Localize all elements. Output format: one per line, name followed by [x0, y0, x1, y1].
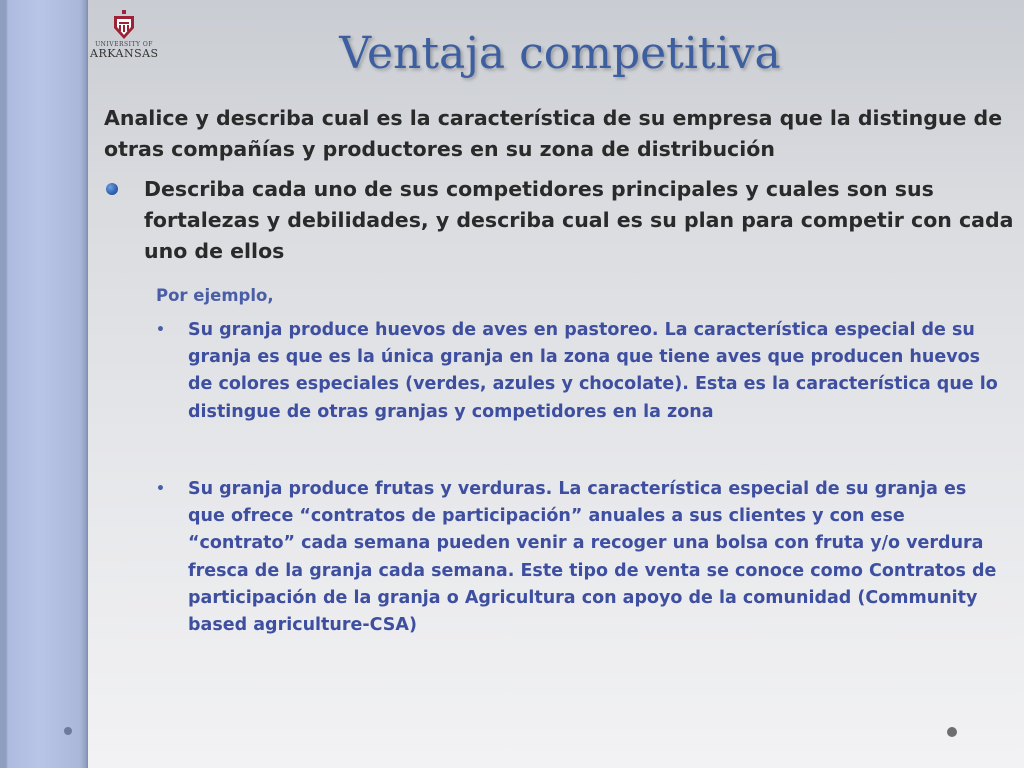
bullet-dot-icon: [106, 183, 118, 195]
example-item: Su granja produce huevos de aves en pastoreo. La característica especial de su granja es que es la única granja en la zona que tiene aves que producen huevos de colores especiales (verdes, azules y chocolate). Esta es la característica que lo distingue de otras granjas y competidores en la zona: [188, 320, 998, 422]
logo-university-name: ARKANSAS: [90, 47, 159, 60]
example-label: Por ejemplo,: [156, 286, 274, 305]
logo-university-line: UNIVERSITY OF: [95, 41, 153, 48]
intro-text: Analice y describa cual es la característica de su empresa que la distingue de otras compañías y productores en su zona de distribución: [104, 106, 1003, 161]
sub-bullet-icon: •: [156, 481, 165, 497]
slide-title: Ventaja competitiva: [339, 28, 781, 79]
sidebar-dot-icon: [64, 727, 72, 735]
main-bullet-text: Describa cada uno de sus competidores principales y cuales son sus fortalezas y debilidades, y describa cual es su plan para competir con cada uno de ellos: [144, 177, 1014, 263]
sub-bullet-icon: •: [156, 322, 165, 338]
sidebar-decoration: [0, 0, 88, 768]
corner-dot-icon: [947, 727, 957, 737]
university-of-arkansas-logo-icon: [111, 10, 137, 40]
example-item: Su granja produce frutas y verduras. La característica especial de su granja es que ofrece “contratos de participación” anuales a sus clientes y con ese “contrato” cada semana pueden venir a recoger una bolsa con fruta y/o verdura fresca de la granja cada semana. Este tipo de venta se conoce como Contratos de participación de la granja o Agricultura con apoyo de la comunidad (Community based agriculture-CSA): [188, 479, 997, 636]
university-logo: [90, 10, 158, 70]
